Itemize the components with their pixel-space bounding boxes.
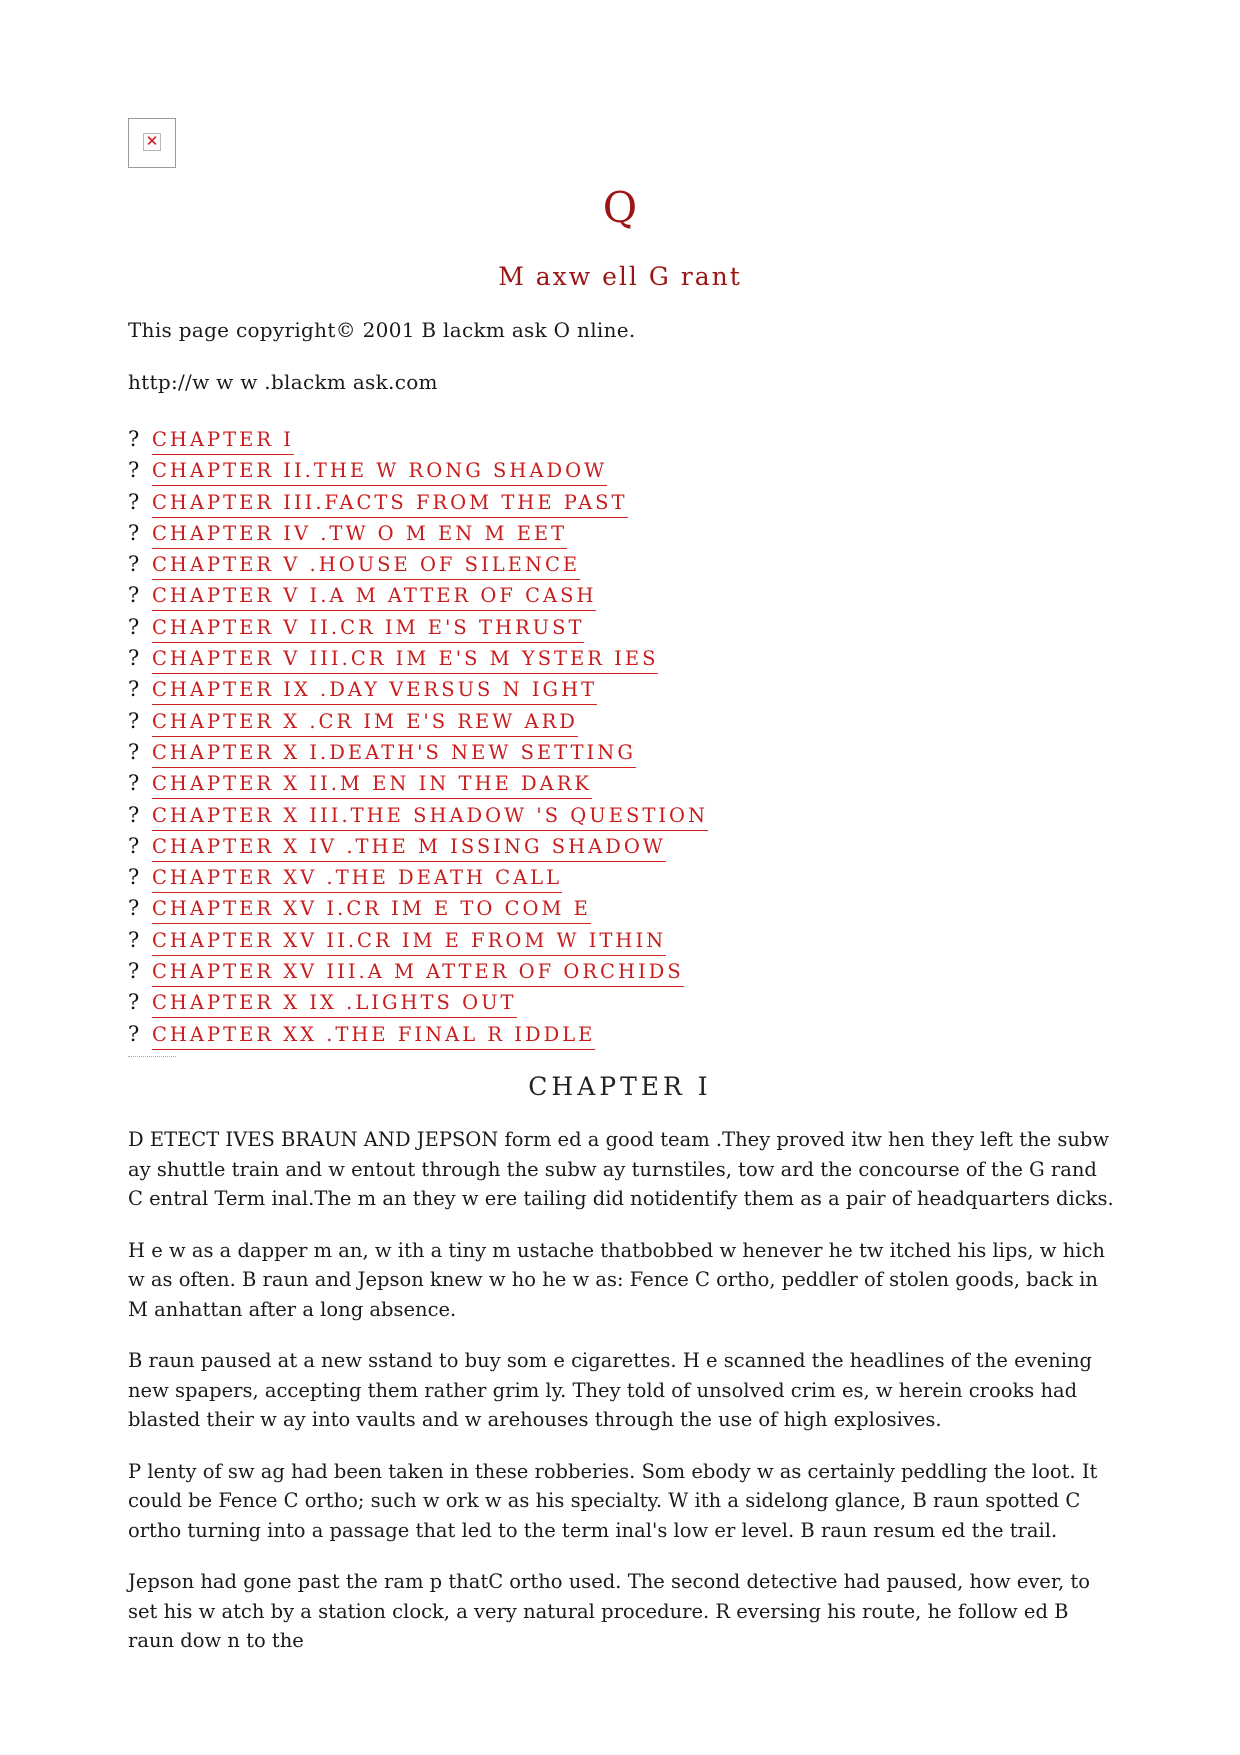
toc-link-chapter-6[interactable]: CHAPTER V I.A M ATTER OF CASH — [152, 585, 596, 611]
toc-bullet: ? — [128, 458, 140, 483]
toc-link-chapter-1[interactable]: CHAPTER I — [152, 429, 294, 455]
toc-bullet: ? — [128, 896, 140, 921]
toc-link-chapter-13[interactable]: CHAPTER X III.THE SHADOW 'S QUESTION — [152, 805, 708, 831]
chapter-heading: CHAPTER I — [528, 1072, 712, 1101]
paragraph: P lenty of sw ag had been taken in these robberies. Som ebody w as certainly peddling the loot. It could be Fence C ortho; such w ork w as his specialty. W ith a sidelong glance, B raun spotted C ortho turning into a passage that led to the term inal's low er level. B raun resum ed the trail. — [128, 1459, 1098, 1542]
book-title: Q — [602, 183, 638, 232]
toc-bullet: ? — [128, 646, 140, 671]
toc-link-chapter-12[interactable]: CHAPTER X II.M EN IN THE DARK — [152, 773, 592, 799]
toc-bullet: ? — [128, 583, 140, 608]
divider — [128, 1056, 176, 1061]
toc-bullet: ? — [128, 959, 140, 984]
toc-link-chapter-18[interactable]: CHAPTER XV III.A M ATTER OF ORCHIDS — [152, 961, 684, 987]
toc-link-chapter-15[interactable]: CHAPTER XV .THE DEATH CALL — [152, 867, 562, 893]
toc-link-chapter-8[interactable]: CHAPTER V III.CR IM E'S M YSTER IES — [152, 648, 658, 674]
toc-bullet: ? — [128, 552, 140, 577]
toc-bullet: ? — [128, 771, 140, 796]
toc-bullet: ? — [128, 927, 140, 952]
paragraph: D ETECT IVES BRAUN AND JEPSON form ed a good team .They proved itw hen they left the subw ay shuttle train and w entout through the subw ay turnstiles, tow ard the concourse of the G rand C entral Term inal.The m an they w ere tailing did notidentify them as a pair of headquarters dicks. — [128, 1128, 1114, 1210]
close-icon: ✕ — [145, 132, 159, 150]
toc-bullet: ? — [128, 614, 140, 639]
copyright-notice: This page copyright© 2001 B lackm ask O nline. — [128, 318, 636, 342]
toc-bullet: ? — [128, 865, 140, 890]
paragraph: H e w as a dapper m an, w ith a tiny m ustache thatbobbed w henever he tw itched his lips, w hich w as often. B raun and Jepson knew w ho he w as: Fence C ortho, peddler of stolen goods, back in M anhattan after a long absence. — [128, 1238, 1105, 1321]
toc-bullet: ? — [128, 708, 140, 733]
toc-link-chapter-2[interactable]: CHAPTER II.THE W RONG SHADOW — [152, 460, 607, 486]
toc-bullet: ? — [128, 802, 140, 827]
toc-link-chapter-3[interactable]: CHAPTER III.FACTS FROM THE PAST — [152, 492, 628, 518]
chapter-body — [128, 1125, 1118, 1678]
toc-link-chapter-7[interactable]: CHAPTER V II.CR IM E'S THRUST — [152, 617, 584, 643]
paragraph: Jepson had gone past the ram p thatC ortho used. The second detective had paused, how ever, to set his w atch by a station clock, a very natural procedure. R eversing his route, he follow ed B raun dow n to the — [128, 1570, 1090, 1652]
toc-link-chapter-9[interactable]: CHAPTER IX .DAY VERSUS N IGHT — [152, 679, 597, 705]
site-url: http://w w w .blackm ask.com — [128, 370, 438, 394]
broken-image-placeholder — [128, 118, 176, 168]
toc-bullet: ? — [128, 427, 140, 451]
toc-link-chapter-5[interactable]: CHAPTER V .HOUSE OF SILENCE — [152, 554, 580, 580]
toc-link-chapter-4[interactable]: CHAPTER IV .TW O M EN M EET — [152, 523, 567, 549]
toc-bullet: ? — [128, 677, 140, 702]
toc-bullet: ? — [128, 489, 140, 514]
toc-link-chapter-16[interactable]: CHAPTER XV I.CR IM E TO COM E — [152, 898, 591, 924]
toc-link-chapter-11[interactable]: CHAPTER X I.DEATH'S NEW SETTING — [152, 742, 636, 768]
book-author: M axw ell G rant — [498, 262, 742, 291]
toc-link-chapter-17[interactable]: CHAPTER XV II.CR IM E FROM W ITHIN — [152, 930, 666, 956]
toc-link-chapter-20[interactable]: CHAPTER XX .THE FINAL R IDDLE — [152, 1024, 595, 1050]
toc-link-chapter-14[interactable]: CHAPTER X IV .THE M ISSING SHADOW — [152, 836, 666, 862]
toc-bullet: ? — [128, 990, 140, 1015]
paragraph: B raun paused at a new sstand to buy som e cigarettes. H e scanned the headlines of the evening new spapers, accepting them rather grim ly. They told of unsolved crim es, w herein crooks had blasted their w ay into vaults and w arehouses through the use of high explosives. — [128, 1349, 1093, 1431]
toc-bullet: ? — [128, 739, 140, 764]
broken-image-icon — [143, 133, 161, 151]
toc-link-chapter-10[interactable]: CHAPTER X .CR IM E'S REW ARD — [152, 711, 578, 737]
toc-bullet: ? — [128, 1021, 140, 1046]
toc-link-chapter-19[interactable]: CHAPTER X IX .LIGHTS OUT — [152, 992, 517, 1018]
toc-bullet: ? — [128, 520, 140, 545]
toc-bullet: ? — [128, 833, 140, 858]
